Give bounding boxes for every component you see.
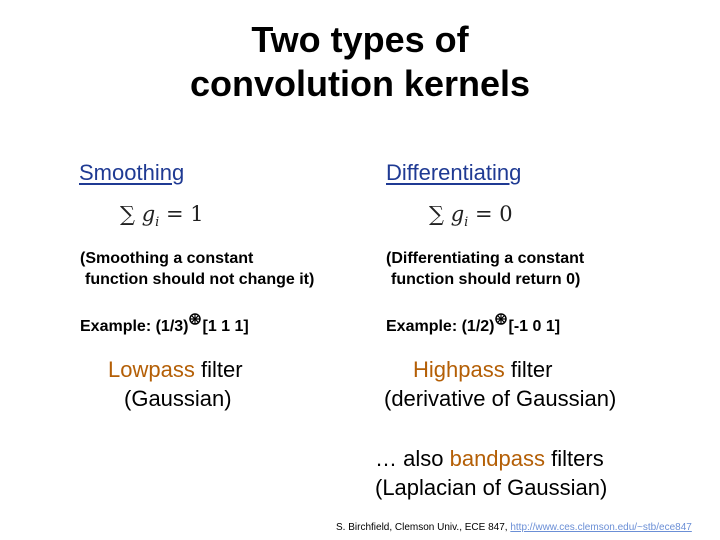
highpass-rest: filter (504, 357, 553, 382)
sum-symbol: ∑ (429, 202, 444, 226)
differentiating-example-prefix: Example: (1/2) (386, 318, 495, 335)
bandpass-prefix: … also (375, 446, 450, 471)
lowpass-filter-label (108, 355, 243, 413)
sum-symbol: ∑ (120, 202, 135, 226)
highpass-line-2: (derivative of Gaussian) (384, 386, 617, 411)
differentiating-example-kernel: [-1 0 1] (508, 318, 561, 335)
smoothing-example-prefix: Example: (1/3) (80, 318, 189, 335)
g-variable: g (450, 202, 465, 226)
footer-citation (336, 522, 692, 533)
smoothing-desc-line-2: function should not change it) (85, 271, 315, 288)
convolution-operator-icon (495, 313, 507, 325)
lowpass-line-2: (Gaussian) (124, 386, 232, 411)
lowpass-highlight: Lowpass (108, 357, 195, 382)
footer-text: S. Birchfield, Clemson Univ., ECE 847, (336, 522, 511, 533)
differentiating-example (386, 313, 560, 337)
differentiating-heading: Differentiating (386, 160, 522, 185)
smoothing-formula-rhs: 1 (190, 202, 204, 226)
highpass-highlight: Highpass (413, 357, 505, 382)
bandpass-line-2: (Laplacian of Gaussian) (375, 475, 608, 500)
smoothing-desc-line-1: (Smoothing a constant (80, 250, 254, 267)
lowpass-rest: filter (194, 357, 243, 382)
convolution-operator-icon (189, 313, 201, 325)
bandpass-highlight: bandpass (449, 446, 546, 471)
highpass-filter-label (384, 355, 616, 413)
smoothing-example-kernel: [1 1 1] (202, 318, 249, 335)
smoothing-description (80, 248, 314, 290)
smoothing-example (80, 313, 249, 337)
differentiating-desc-line-1: (Differentiating a constant (386, 250, 585, 267)
differentiating-sum-formula: ∑ $g_i = 0$ (429, 202, 513, 231)
title-line-1: Two types of (251, 19, 469, 60)
differentiating-desc-line-2: function should return 0) (391, 271, 581, 288)
slide-title (0, 18, 720, 106)
title-line-2: convolution kernels (189, 63, 531, 104)
bandpass-rest: filters (545, 446, 604, 471)
smoothing-sum-formula: ∑ $g_i = 1$ (120, 202, 204, 231)
differentiating-description (386, 248, 584, 290)
bandpass-filter-label (375, 444, 607, 502)
footer-link[interactable]: http://www.ces.clemson.edu/~stb/ece847 (510, 522, 692, 533)
smoothing-heading: Smoothing (79, 160, 185, 185)
g-variable: g (141, 202, 156, 226)
differentiating-formula-rhs: 0 (499, 202, 513, 226)
